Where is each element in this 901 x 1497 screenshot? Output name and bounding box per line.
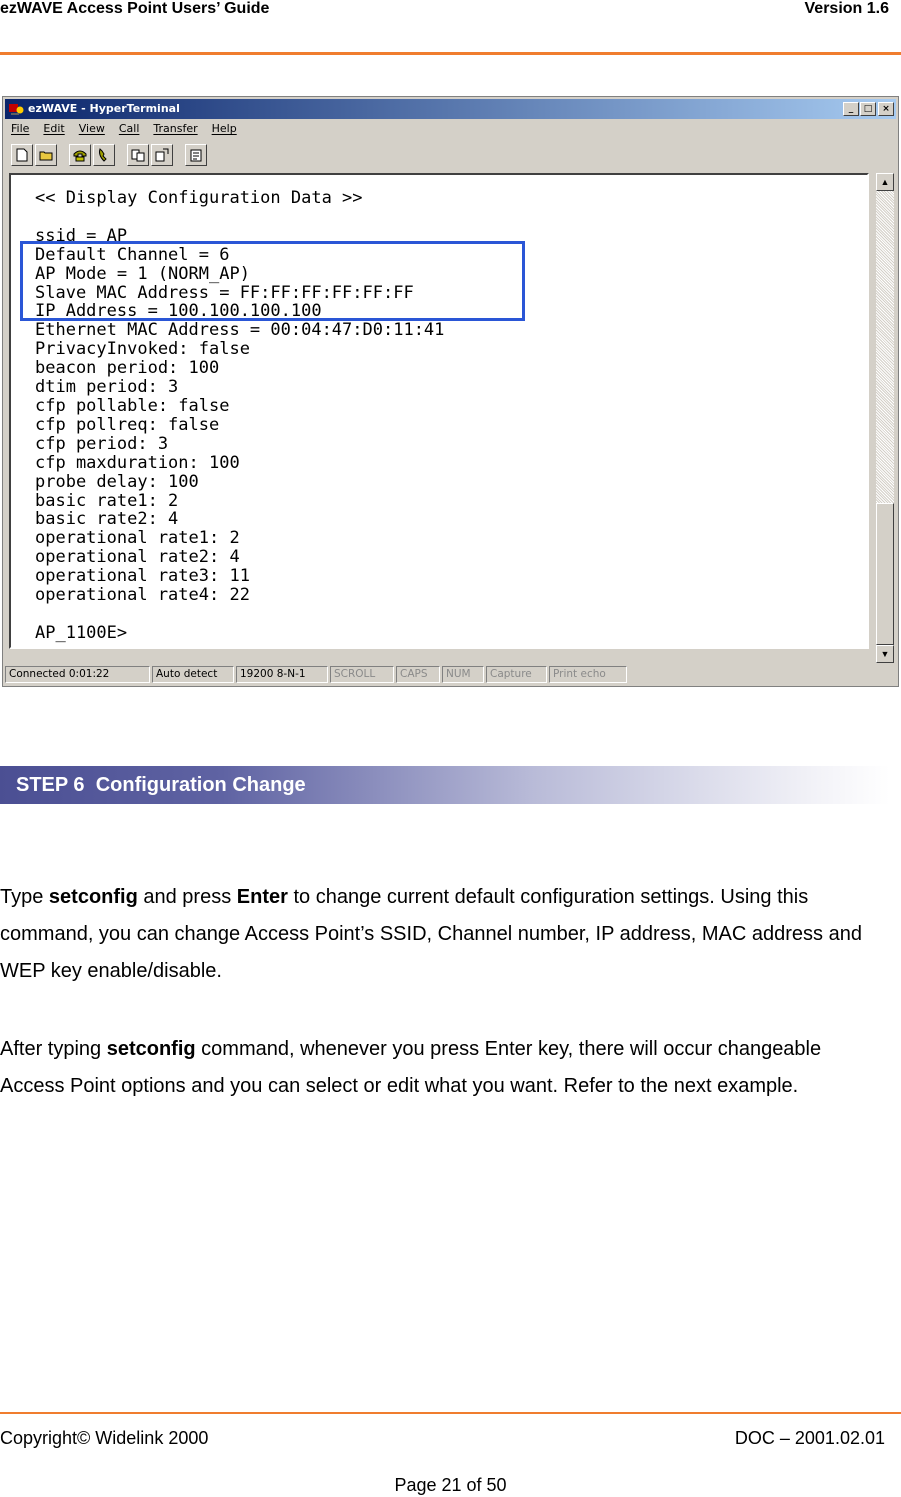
footer-doc-id: DOC – 2001.02.01 — [734, 1428, 885, 1448]
window-title: ezWAVE - HyperTerminal — [28, 102, 180, 115]
receive-icon[interactable] — [151, 144, 173, 166]
step-label: STEP 6 — [16, 774, 85, 796]
status-scroll: SCROLL — [330, 666, 394, 683]
menu-help[interactable]: Help — [211, 122, 237, 135]
properties-icon[interactable] — [185, 144, 207, 166]
header-title: ezWAVE Access Point Users’ Guide — [0, 0, 270, 17]
paragraph-setconfig-usage: After typing setconfig command, whenever you press Enter key, there will occur changeable Access Point options and you can select or edit what you want. Refer to the next example. — [0, 1038, 822, 1097]
scroll-down-arrow-icon[interactable]: ▼ — [876, 645, 894, 663]
status-settings: 19200 8-N-1 — [236, 666, 328, 683]
terminal-line: Default Channel = 6 — [35, 244, 230, 265]
paragraph-setconfig-intro: Type setconfig and press Enter to change current default configuration settings. Using this command, you can change Access Point’s SSID, Channel number, IP address, MAC address and WEP key enable/disable. — [0, 886, 862, 982]
terminal-line: Slave MAC Address = FF:FF:FF:FF:FF:FF — [35, 282, 414, 303]
terminal-line: operational rate1: 2 — [35, 528, 240, 549]
menu-file[interactable]: File — [11, 122, 30, 135]
menu-view[interactable]: View — [78, 122, 105, 135]
status-caps: CAPS — [396, 666, 440, 683]
terminal-line: probe delay: 100 — [35, 471, 199, 492]
terminal-line: << Display Configuration Data >> — [35, 188, 363, 208]
menu-call[interactable]: Call — [118, 122, 140, 135]
terminal-line: dtim period: 3 — [35, 377, 179, 398]
phone-connect-icon[interactable] — [69, 144, 91, 166]
page-number: Page 21 of 50 — [394, 1475, 507, 1495]
step-title: Configuration Change — [95, 774, 306, 796]
status-bar — [5, 666, 896, 684]
status-num: NUM — [442, 666, 484, 683]
terminal-line: basic rate1: 2 — [35, 490, 179, 511]
send-icon[interactable] — [127, 144, 149, 166]
minimize-button[interactable]: _ — [843, 102, 859, 116]
hyperterminal-window — [2, 96, 899, 687]
terminal-line: IP Address = 100.100.100.100 — [35, 301, 322, 322]
command-setconfig: setconfig — [48, 886, 138, 908]
window-titlebar[interactable] — [5, 99, 896, 119]
terminal-line: operational rate4: 22 — [35, 585, 250, 606]
header-divider — [0, 52, 901, 55]
terminal-line: operational rate3: 11 — [35, 566, 250, 587]
status-detect: Auto detect — [152, 666, 234, 683]
highlight-box — [20, 241, 525, 321]
terminal-line: operational rate2: 4 — [35, 547, 240, 568]
vertical-scrollbar[interactable] — [876, 173, 894, 663]
key-enter: Enter — [236, 886, 288, 908]
terminal-prompt: AP_1100E> — [35, 622, 128, 643]
phone-disconnect-icon[interactable] — [93, 144, 115, 166]
terminal-line: Ethernet MAC Address = 00:04:47:D0:11:41 — [35, 320, 445, 341]
header-version: Version 1.6 — [804, 0, 889, 17]
step-heading — [16, 774, 306, 797]
terminal-line: cfp pollreq: false — [35, 414, 220, 435]
command-setconfig: setconfig — [106, 1038, 196, 1060]
scroll-up-arrow-icon[interactable]: ▲ — [876, 173, 894, 191]
status-print-echo: Print echo — [549, 666, 627, 683]
scroll-thumb[interactable] — [876, 503, 894, 645]
terminal-line: PrivacyInvoked: false — [35, 339, 250, 360]
footer-copyright: Copyright© Widelink 2000 — [0, 1428, 209, 1448]
status-connected: Connected 0:01:22 — [5, 666, 150, 683]
terminal-line: basic rate2: 4 — [35, 509, 179, 530]
status-capture: Capture — [486, 666, 547, 683]
terminal-line: AP Mode = 1 (NORM_AP) — [35, 263, 250, 284]
menu-bar — [11, 122, 237, 140]
hyperterminal-app-icon — [8, 102, 24, 116]
menu-transfer[interactable]: Transfer — [153, 122, 198, 135]
footer-divider — [0, 1412, 901, 1414]
close-button[interactable]: × — [878, 102, 894, 116]
terminal-line: cfp period: 3 — [35, 433, 169, 454]
terminal-line: beacon period: 100 — [35, 358, 220, 379]
terminal-line: cfp pollable: false — [35, 395, 230, 416]
menu-edit[interactable]: Edit — [43, 122, 65, 135]
terminal-line: cfp maxduration: 100 — [35, 452, 240, 473]
step-banner — [0, 766, 890, 804]
open-folder-icon[interactable] — [35, 144, 57, 166]
terminal-line: ssid = AP — [35, 225, 128, 246]
maximize-button[interactable]: □ — [860, 102, 876, 116]
new-document-icon[interactable] — [11, 144, 33, 166]
